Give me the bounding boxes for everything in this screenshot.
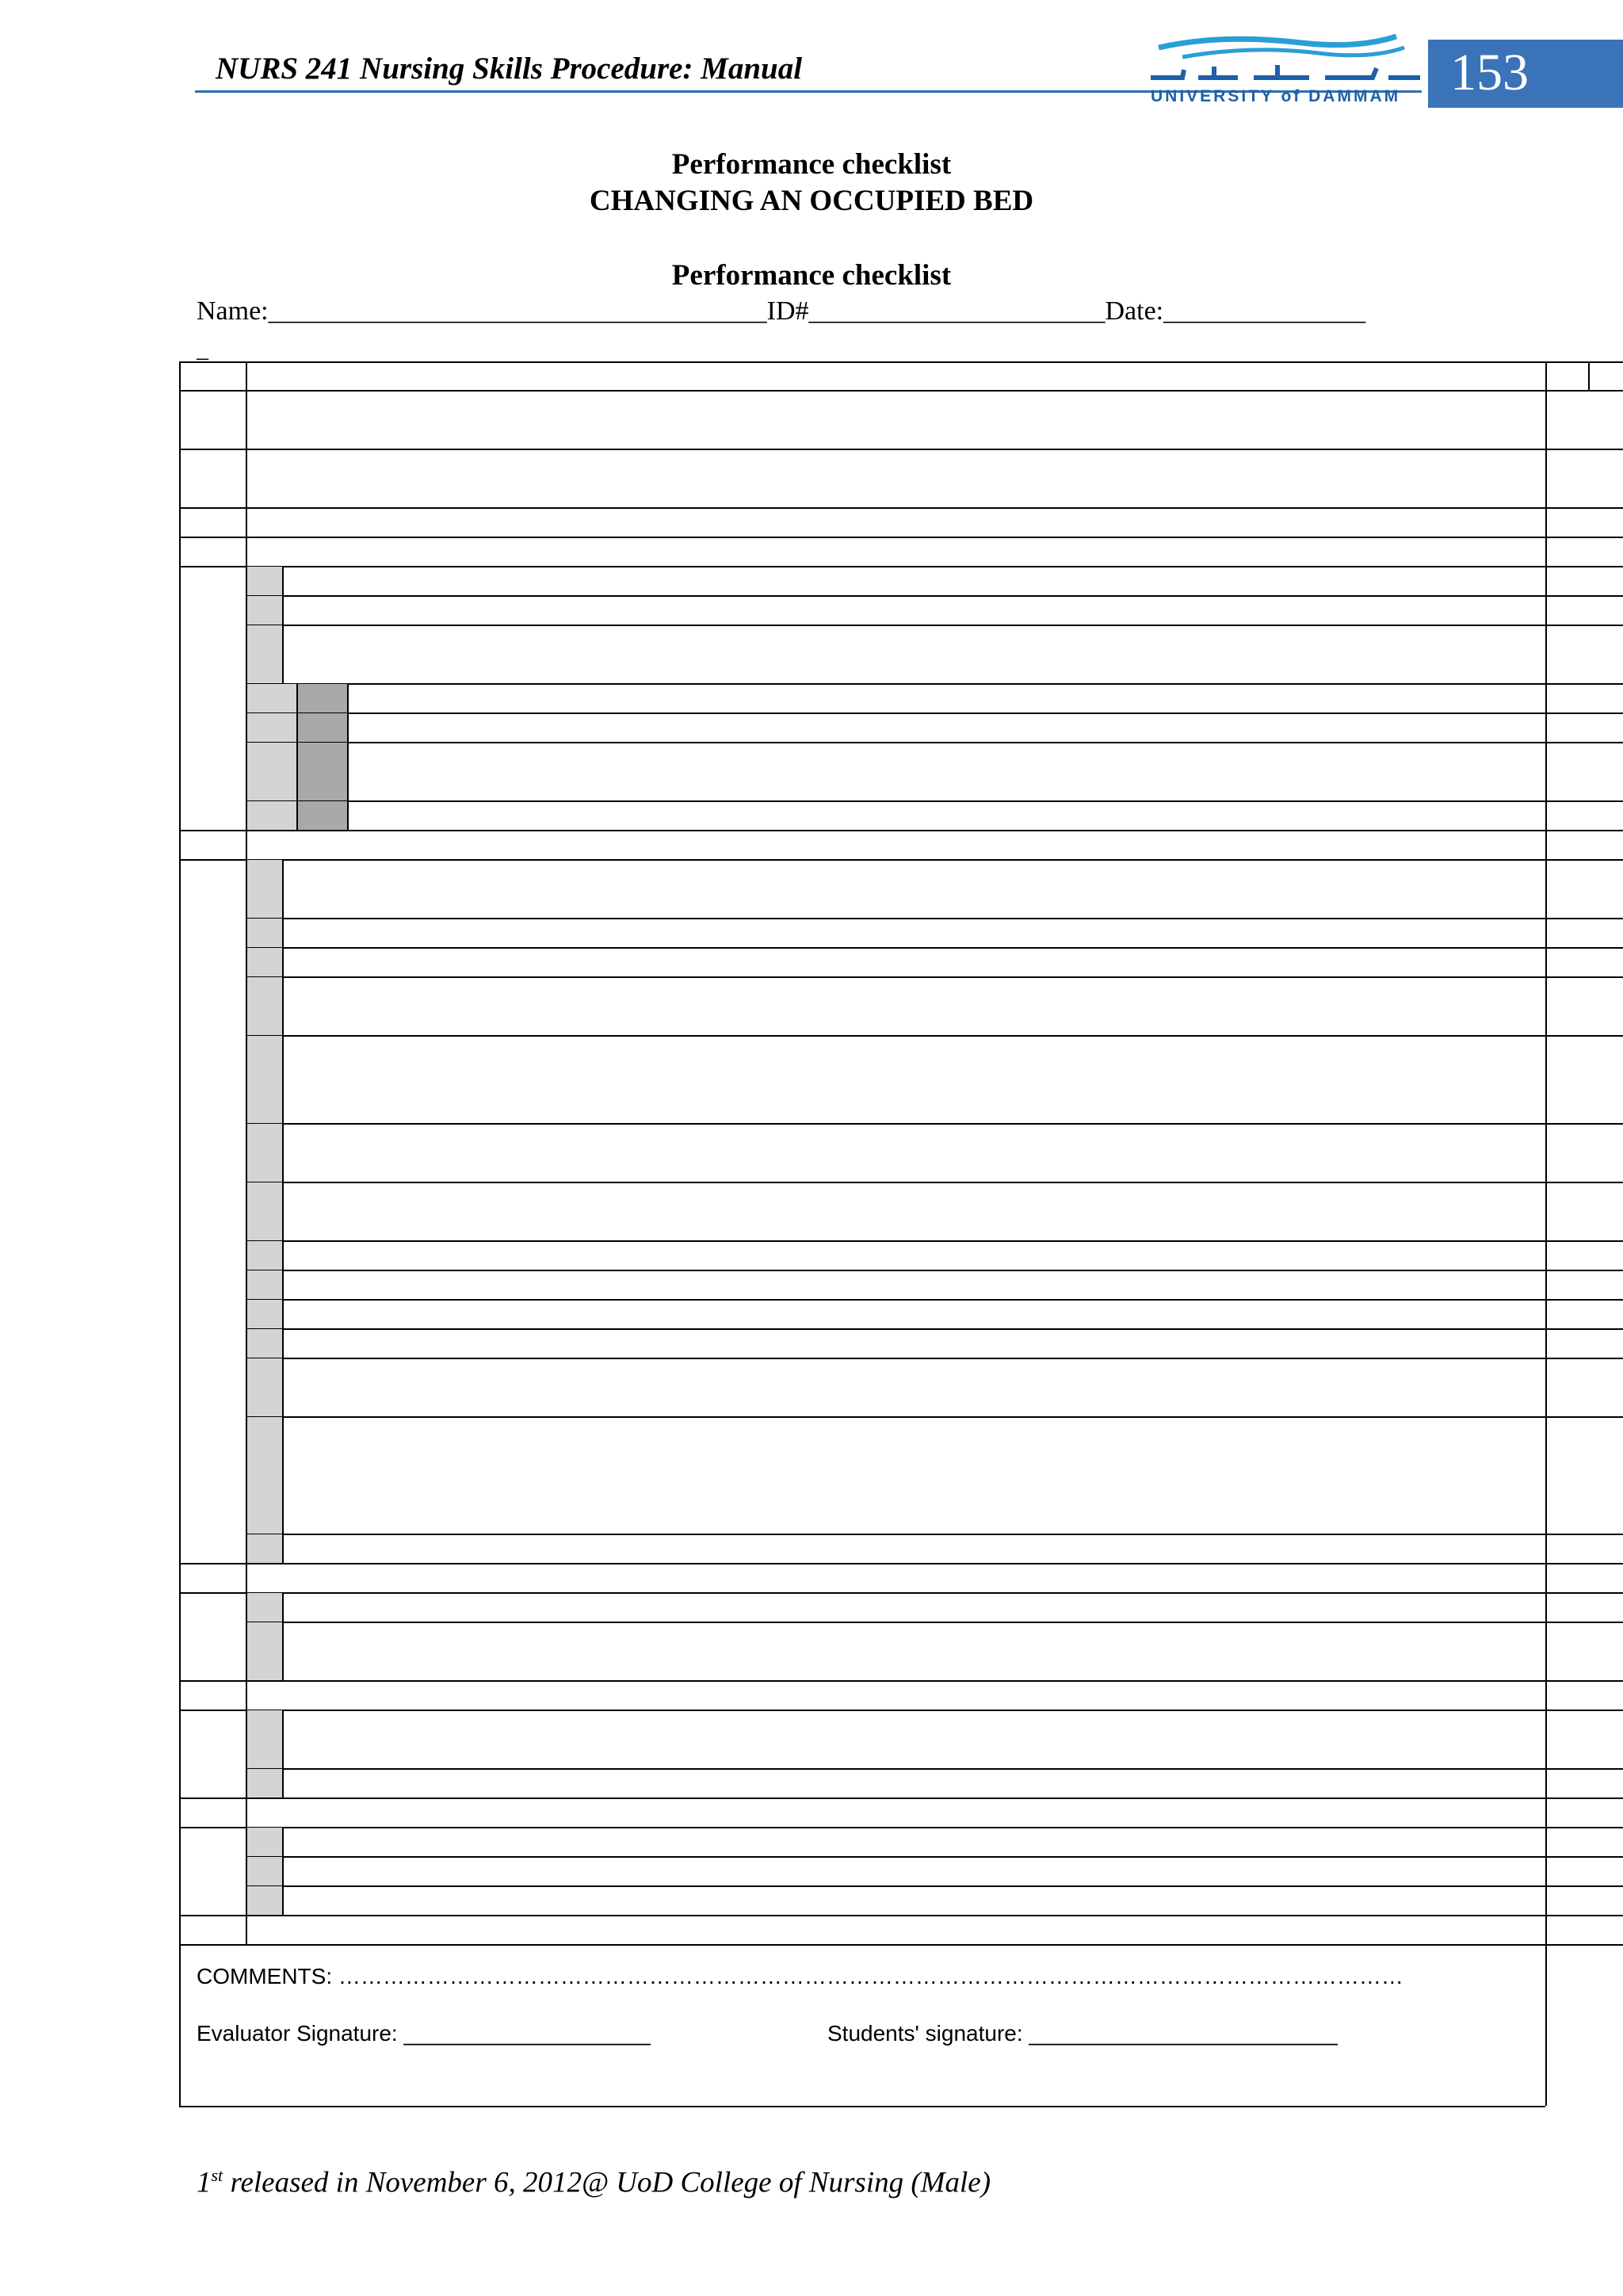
- column-divider: [296, 742, 298, 800]
- column-divider: [282, 947, 284, 976]
- column-divider: [282, 918, 284, 947]
- row-divider: [246, 947, 1623, 949]
- sub-step-shade: [247, 948, 282, 976]
- sub-sub-step-shade: [298, 684, 347, 712]
- row-divider: [179, 537, 1623, 538]
- sub-step-shade: [247, 1769, 282, 1797]
- row-divider: [179, 830, 1623, 831]
- row-divider: [246, 1035, 1623, 1037]
- checklist-subtitle: Performance checklist: [671, 259, 952, 292]
- row-divider: [246, 742, 1623, 743]
- sub-step-shade: [247, 1622, 282, 1680]
- column-divider: [282, 1035, 284, 1123]
- row-divider: [179, 1563, 1623, 1564]
- column-divider: [1588, 361, 1590, 390]
- column-divider: [282, 1416, 284, 1534]
- row-divider: [246, 1299, 1623, 1301]
- row-divider: [246, 712, 1623, 714]
- sub-step-shade: [247, 625, 282, 683]
- sub-step-shade: [247, 1534, 282, 1563]
- sub-step-shade: [247, 860, 282, 918]
- row-divider: [246, 683, 1623, 685]
- row-divider: [246, 976, 1623, 978]
- column-divider: [282, 1328, 284, 1358]
- student-info-fields[interactable]: Name:_____________________________________ID#______________________Date:_______________: [197, 296, 1366, 326]
- row-divider: [246, 1885, 1623, 1887]
- sub-step-shade: [247, 743, 298, 800]
- column-divider: [1545, 361, 1547, 2106]
- sub-step-shade: [247, 567, 282, 595]
- row-divider: [179, 1827, 1623, 1828]
- student-signature-field[interactable]: Students' signature: _________________________: [827, 2021, 1338, 2046]
- sub-step-shade: [247, 1241, 282, 1270]
- row-divider: [246, 1856, 1623, 1858]
- row-divider: [246, 595, 1623, 597]
- column-divider: [282, 1856, 284, 1885]
- evaluator-signature-field[interactable]: Evaluator Signature: ____________________: [197, 2021, 651, 2046]
- row-divider: [246, 800, 1623, 802]
- sub-step-shade: [247, 1593, 282, 1622]
- column-divider: [282, 859, 284, 918]
- row-divider: [246, 1622, 1623, 1623]
- row-divider: [246, 1416, 1623, 1418]
- sub-sub-step-shade: [298, 743, 347, 800]
- row-divider: [179, 449, 1623, 450]
- column-divider: [347, 683, 349, 712]
- column-divider: [282, 1358, 284, 1416]
- row-divider: [246, 625, 1623, 626]
- column-divider: [347, 742, 349, 800]
- row-divider: [179, 1915, 1623, 1916]
- sub-step-shade: [247, 1358, 282, 1416]
- sub-step-shade: [247, 919, 282, 947]
- sub-step-shade: [247, 801, 298, 830]
- sub-step-shade: [247, 684, 298, 712]
- row-divider: [179, 2106, 1545, 2107]
- column-divider: [282, 1768, 284, 1797]
- column-divider: [282, 625, 284, 683]
- column-divider: [347, 800, 349, 830]
- row-divider: [246, 1328, 1623, 1330]
- row-divider: [246, 1123, 1623, 1125]
- sub-step-shade: [247, 1329, 282, 1358]
- column-divider: [282, 1592, 284, 1622]
- sub-step-shade: [247, 1886, 282, 1915]
- column-divider: [296, 712, 298, 742]
- sub-step-shade: [247, 1182, 282, 1240]
- university-logo: [1135, 29, 1436, 108]
- row-divider: [246, 1768, 1623, 1770]
- column-divider: [282, 566, 284, 595]
- performance-checklist-table: [179, 361, 1623, 2106]
- row-divider: [246, 918, 1623, 919]
- column-divider: [296, 683, 298, 712]
- release-footer: 1st released in November 6, 2012@ UoD College of Nursing (Male): [197, 2165, 991, 2199]
- column-divider: [282, 976, 284, 1035]
- column-divider: [246, 361, 247, 1944]
- column-divider: [282, 1182, 284, 1240]
- column-divider: [282, 1622, 284, 1680]
- column-divider: [282, 1270, 284, 1299]
- column-divider: [347, 712, 349, 742]
- row-divider: [246, 1240, 1623, 1242]
- row-divider: [246, 1534, 1623, 1535]
- sub-step-shade: [247, 1828, 282, 1856]
- checklist-title: Performance checklist: [671, 148, 952, 181]
- comments-line[interactable]: COMMENTS: ………………………………………………………………………………………………………………………………: [197, 1964, 1403, 1988]
- row-divider: [179, 361, 1623, 363]
- sub-step-shade: [247, 596, 282, 625]
- column-divider: [282, 1534, 284, 1563]
- document-header-title: NURS 241 Nursing Skills Procedure: Manual: [216, 52, 803, 86]
- sub-step-shade: [247, 1270, 282, 1299]
- row-divider: [246, 1270, 1623, 1271]
- field-underline-stub: _: [197, 336, 208, 362]
- sub-sub-step-shade: [298, 713, 347, 742]
- row-divider: [179, 1797, 1623, 1799]
- column-divider: [282, 1827, 284, 1856]
- row-divider: [179, 859, 1623, 861]
- sub-step-shade: [247, 1300, 282, 1328]
- column-divider: [282, 1123, 284, 1182]
- sub-step-shade: [247, 977, 282, 1035]
- column-divider: [282, 1240, 284, 1270]
- sub-step-shade: [247, 1124, 282, 1182]
- row-divider: [179, 1592, 1623, 1594]
- column-divider: [282, 1299, 284, 1328]
- column-divider: [282, 595, 284, 625]
- column-divider: [282, 1710, 284, 1768]
- row-divider: [179, 390, 1623, 392]
- procedure-title: CHANGING AN OCCUPIED BED: [589, 185, 1034, 217]
- sub-step-shade: [247, 1857, 282, 1885]
- sub-step-shade: [247, 713, 298, 742]
- column-divider: [282, 1885, 284, 1915]
- row-divider: [179, 507, 1623, 509]
- row-divider: [179, 1680, 1623, 1682]
- svg-text:UNIVERSITY of DAMMAM: UNIVERSITY of DAMMAM: [1151, 87, 1401, 105]
- row-divider: [179, 1710, 1623, 1711]
- sub-step-shade: [247, 1710, 282, 1768]
- sub-step-shade: [247, 1417, 282, 1534]
- page-number: 153: [1450, 44, 1529, 101]
- sub-sub-step-shade: [298, 801, 347, 830]
- column-divider: [296, 800, 298, 830]
- row-divider: [179, 566, 1623, 567]
- column-divider: [179, 361, 181, 2106]
- sub-step-shade: [247, 1036, 282, 1123]
- row-divider: [179, 1944, 1623, 1946]
- row-divider: [246, 1182, 1623, 1183]
- row-divider: [246, 1358, 1623, 1359]
